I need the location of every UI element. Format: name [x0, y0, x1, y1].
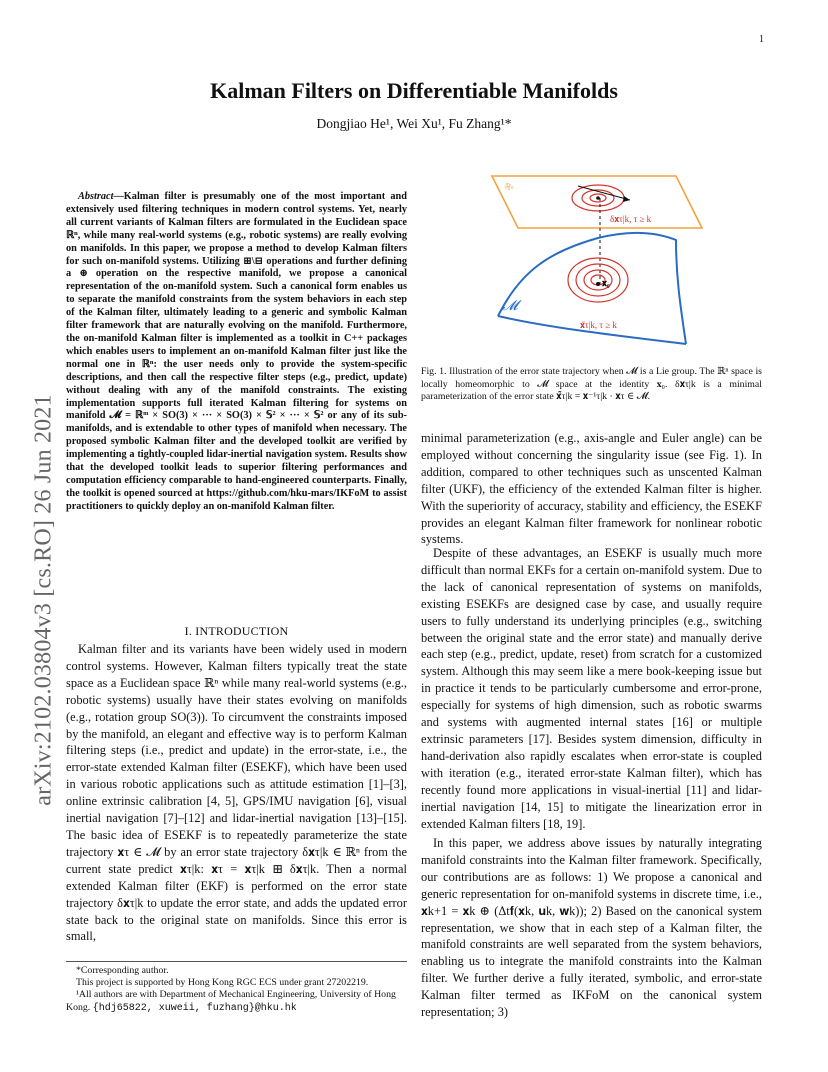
footnote-affiliation [66, 989, 407, 1014]
figure-caption: Fig. 1. Illustration of the error state trajectory when 𝓜 is a Lie group. The ℝⁿ space is locally homeomorphic to 𝓜 space at the identity 𝐱₀. δ𝐱τ|k is a minimal parameterization of the error state 𝐱̃τ|k = 𝐱⁻¹τ|k · 𝐱τ ∈ 𝓜. [421, 366, 762, 403]
delta-label: δ𝐱τ|k, τ ≥ k [610, 214, 652, 224]
plane-spiral [572, 185, 630, 211]
intro-paragraph: Kalman filter and its variants have been widely used in modern control systems. However, Kalman filters typically treat the state space as a Euclidean space ℝⁿ while many real-world systems (e.g., robotic systems) usually have their states evolving on manifolds (e.g., rotation group SO(3)). To circumvent the constraints imposed by the manifold, an elegant and effective way is to perform Kalman filtering steps (i.e., predict and update) in the error-state, i.e., the error-state extended Kalman filter (ESEKF), which have been used in various robotic applications such as attitude estimation [1]–[3], online extrinsic calibration [4, 5], GPS/IMU navigation [6], visual inertial navigation [7]–[12] and lidar-inertial navigation [13]–[15]. The basic idea of ESEKF is to repeatedly parameterize the state trajectory 𝐱τ ∈ 𝓜 by an error state trajectory δ𝐱τ|k ∈ ℝⁿ from the current state predict 𝐱τ|k: 𝐱τ = 𝐱τ|k ⊞ δ𝐱τ|k. Then a normal extended Kalman filter (EKF) is performed on the error state trajectory δ𝐱τ|k to update the error state, and adds the updated error state back to the original state on manifolds. Since this error is small, [66, 642, 407, 944]
paper-title: Kalman Filters on Differentiable Manifolds [210, 78, 618, 103]
abstract-label: Abstract [78, 191, 114, 202]
right-paragraph-3: In this paper, we address above issues by naturally integrating manifold constraints into the Kalman filter framework. Specifically, our contributions are as follows: 1) We propose a canonical and generic representation for on-manifold systems in discrete time, i.e., 𝐱k+1 = 𝐱k ⊕ (Δt𝐟(𝐱k, 𝐮k, 𝐰k)); 2) Based on the canonical system representation, we show that in each step of a Kalman filter, the manifold constraints are well separated from the system behaviors, enabling us to integrate the manifold constraints into the Kalman filter. We further derive a fully iterated, symbolic, and error-state Kalman filter termed as IKFoM on the canonical system representation; 3) [421, 836, 762, 1020]
affiliation-text: ¹All authors are with Department of Mechanical Engineering, University of Hong Kong. [66, 989, 396, 1013]
xtilde-label: 𝐱̃τ|k, τ ≥ k [580, 320, 617, 330]
plane-label: ℝⁿ [503, 181, 515, 193]
footnote-corresponding: *Corresponding author. [76, 965, 169, 976]
page-number: 1 [759, 34, 764, 45]
manifold-spiral [568, 258, 628, 302]
abstract-text: —Kalman filter is presumably one of the most important and extensively used filtering techniques in modern control systems. Yet, nearly all current variants of Kalman filters are formulated in the Euclidean space ℝⁿ, while many real-world systems (e.g., robotic systems) are really evolving on manifolds. In this paper, we propose a method to develop Kalman filters for such on-manifold systems. Utilizing ⊞\⊟ operations and further defining a ⊕ operation on the respective manifold, we propose a canonical representation of the on-manifold system. Such a canonical form enables us to separate the manifold constraints from the system behaviors in each step of the Kalman filter, ultimately leading to a generic and symbolic Kalman filter framework that are naturally evolving on the manifold. Furthermore, the on-manifold Kalman filter is implemented as a toolkit in C++ packages which enables users to implement an on-manifold Kalman filter just like the normal one in ℝⁿ: the user needs only to provide the system-specific descriptions, and then call the respective filter steps (e.g., predict, update) without dealing with any of the manifold constraints. The existing implementation supports full iterated Kalman filtering for systems on manifold 𝓜 = ℝᵐ × SO(3) × ··· × SO(3) × 𝕊² × ··· × 𝕊² or any of its sub-manifolds, and is extendable to other types of manifold when necessary. The proposed symbolic Kalman filter and the developed toolkit are verified by implementing a tightly-coupled lidar-inertial navigation system. Results show that the developed toolkit leads to superior filtering performances and computation efficiency comparable to hand-engineered counterparts. Finally, the toolkit is opened sourced at https://github.com/hku-mars/IKFoM to assist practitioners to quickly deploy an on-manifold Kalman filter. [66, 191, 407, 512]
author-emails: {hdj65822, xuweii, fuzhang}@hku.hk [92, 1002, 297, 1014]
abstract [66, 191, 407, 514]
x0-label: 𝐱₀ [602, 278, 610, 288]
arxiv-stamp: arXiv:2102.03804v3 [cs.RO] 26 Jun 2021 [30, 394, 57, 806]
footnotes [66, 961, 407, 1015]
section-heading: I. INTRODUCTION [184, 624, 289, 638]
footnote-support: This project is supported by Hong Kong RGC ECS under grant 27202219. [76, 977, 369, 989]
right-paragraph-1: minimal parameterization (e.g., axis-angle and Euler angle) can be employed without concerning the singularity issue (see Fig. 1). In addition, compared to other techniques such as unscented Kalman filter (UKF), the efficiency of the extended Kalman filter is higher. With the superiority of accuracy, stability and efficiency, the ESEKF provides an elegant Kalman filter framework for nonlinear robotic systems. [421, 431, 762, 547]
right-paragraph-2: Despite of these advantages, an ESEKF is usually much more difficult than normal EKFs for a certain on-manifold system. Due to the lack of canonical representation of systems on manifolds, existing ESEKFs are designed case by case, and usually require users to fully understand its underlying principles (e.g., switching between the original state and the error state) and manually derive each step (e.g., predict, update, reset) from scratch for a customized system. Although this may seem like a mere book-keeping issue but in practice it tends to be particularly cumbersome and error-prone, especially for systems of high dimension, such as robotic swarms and systems with augmented internal states [16] or multiple extrinsic parameters [17]. Besides system dimension, difficulty in hand-derivation also rapidly escalates when error-state is coupled with iteration (e.g., iterated error-state Kalman filter), which has recently found more applications in visual-inertial [11] and lidar-inertial navigation [14, 15] to mitigate the linearization error in extended Kalman filters [18, 19]. [421, 546, 762, 831]
figure-manifold-diagram [480, 168, 710, 346]
manifold-label: 𝓜 [502, 299, 518, 314]
author-list: Dongjiao He¹, Wei Xu¹, Fu Zhang¹* [316, 116, 512, 131]
